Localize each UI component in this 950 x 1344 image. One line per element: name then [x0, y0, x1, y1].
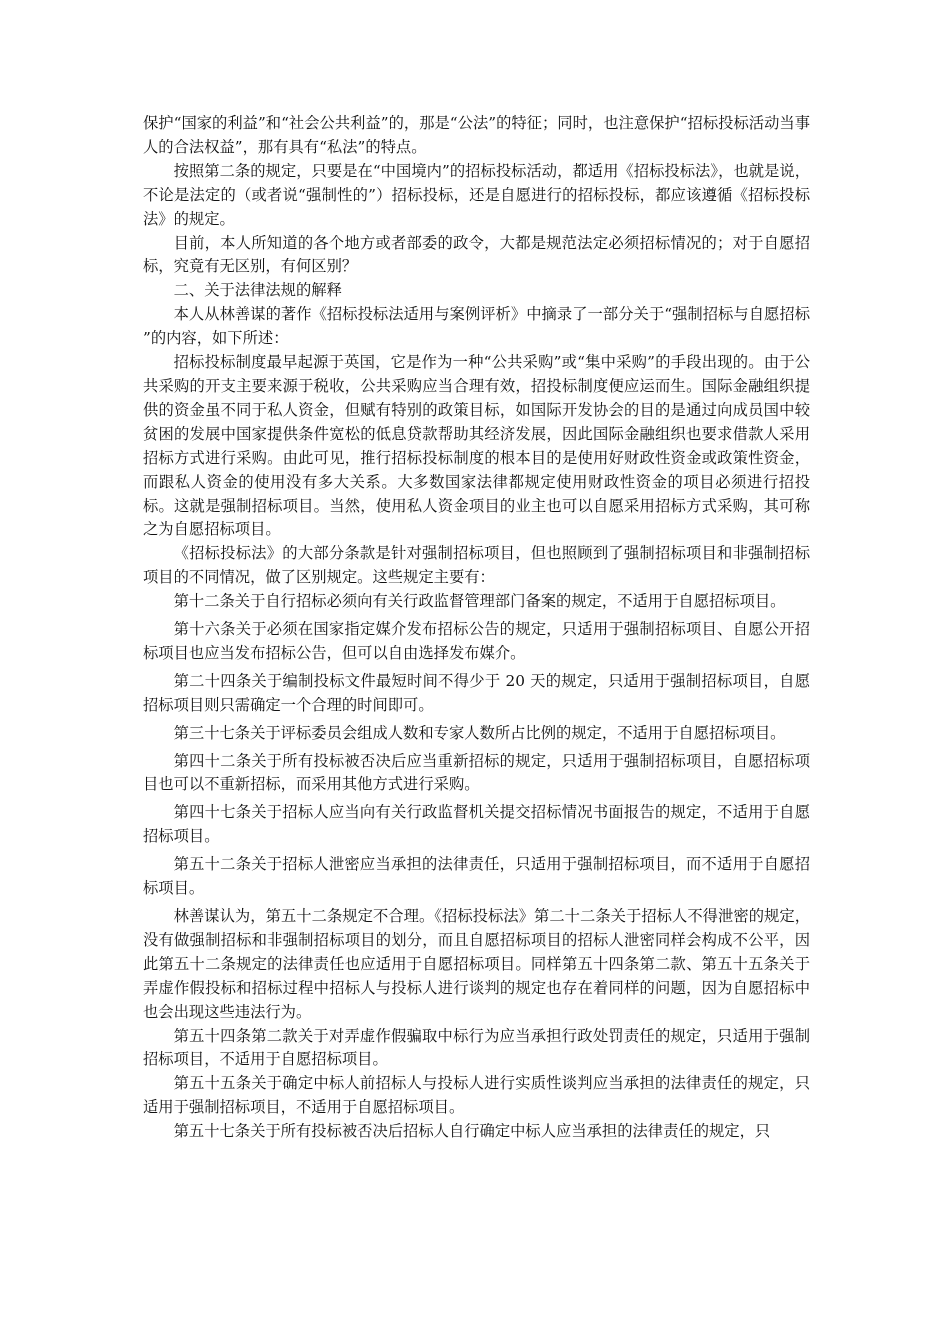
paragraph-excerpt-intro: 本人从林善谋的著作《招标投标法适用与案例评析》中摘录了一部分关于“强制招标与自愿招标 ”的内容，如下所述： — [143, 305, 810, 348]
paragraph-article-47: 第四十七条关于招标人应当向有关行政监督机关提交招标情况书面报告的规定，不适用于自愿招标项目。 — [143, 803, 810, 846]
paragraph-public-law-intro: 保护“国家的利益”和“社会公共利益”的，那是“公法”的特征；同时，也注意保护“招标投标活动当事人的合法权益”，那有具有“私法”的特点。 — [143, 114, 810, 156]
paragraph-current-regulations: 目前，本人所知道的各个地方或者部委的政令，大都是规范法定必须招标情况的；对于自愿招标，究竟有无区别，有何区别？ — [143, 233, 810, 276]
paragraph-origin-of-bidding: 招标投标制度最早起源于英国，它是作为一种“公共采购”或“集中采购”的手段出现的。由于公共采购的开支主要来源于税收，公共采购应当合理有效，招投标制度便应运而生。国际金融组织提供的资金虽不同于私人资金，但赋有特别的政策目标，如国际开发协会的目的是通过向成员国中较贫困的发展中国家提供条件宽松的低息贷款帮助其经济发展，因此国际金融组织也要求借款人采用招标方式进行采购。由此可见，推行招标投标制度的根本目的是使用好财政性资金或政策性资金，而跟私人资金的使用没有多大关系。大多数国家法律都规定使用财政性资金的项目必须进行招投标。这就是强制招标项目。当然，使用私人资金项目的业主也可以自愿采用招标方式采购，其可称之为自愿招标项目。 — [143, 353, 810, 539]
paragraph-distinction-intro: 《招标投标法》的大部分条款是针对强制招标项目，但也照顾到了强制招标项目和非强制招标项目的不同情况，做了区别规定。这些规定主要有： — [143, 544, 810, 587]
document-page — [143, 112, 810, 1144]
section-heading-interpretation: 二、关于法律法规的解释 — [173, 281, 342, 300]
paragraph-article-57: 第五十七条关于所有投标被否决后招标人自行确定中标人应当承担的法律责任的规定，只 — [173, 1122, 771, 1141]
paragraph-article-24: 第二十四条关于编制投标文件最短时间不得少于 20 天的规定，只适用于强制招标项目，自愿招标项目则只需确定一个合理的时间即可。 — [143, 671, 810, 714]
paragraph-lin-opinion: 林善谋认为，第五十二条规定不合理。《招标投标法》第二十二条关于招标人不得泄密的规定，没有做强制招标和非强制招标项目的划分，而且自愿招标项目的招标人泄密同样会构成不公平，因此第五十二条规定的法律责任也应适用于自愿招标项目。同样第五十四条第二款、第五十五条关于弄虚作假投标和招标过程中招标人与投标人进行谈判的规定也存在着同样的问题，因为自愿招标中也会出现这些违法行为。 — [143, 907, 810, 1021]
paragraph-article-52: 第五十二条关于招标人泄密应当承担的法律责任，只适用于强制招标项目，而不适用于自愿招标项目。 — [143, 855, 810, 898]
paragraph-article-55: 第五十五条关于确定中标人前招标人与投标人进行实质性谈判应当承担的法律责任的规定，只适用于强制招标项目，不适用于自愿招标项目。 — [143, 1074, 810, 1117]
paragraph-article-37: 第三十七条关于评标委员会组成人数和专家人数所占比例的规定，不适用于自愿招标项目。 — [173, 723, 786, 742]
paragraph-article-54: 第五十四条第二款关于对弄虚作假骗取中标行为应当承担行政处罚责任的规定，只适用于强制招标项目，不适用于自愿招标项目。 — [143, 1026, 810, 1069]
paragraph-article-12: 第十二条关于自行招标必须向有关行政监督管理部门备案的规定，不适用于自愿招标项目。 — [173, 592, 786, 611]
paragraph-article-42: 第四十二条关于所有投标被否决后应当重新招标的规定，只适用于强制招标项目，自愿招标项目也可以不重新招标，而采用其他方式进行采购。 — [143, 751, 810, 794]
paragraph-article-two: 按照第二条的规定，只要是在“中国境内”的招标投标活动，都适用《招标投标法》，也就是说，不论是法定的（或者说“强制性的”）招标投标，还是自愿进行的招标投标，都应该遵循《招标投标法》的规定。 — [143, 161, 810, 228]
paragraph-article-16: 第十六条关于必须在国家指定媒介发布招标公告的规定，只适用于强制招标项目、自愿公开招标项目也应当发布招标公告，但可以自由选择发布媒介。 — [143, 620, 810, 662]
